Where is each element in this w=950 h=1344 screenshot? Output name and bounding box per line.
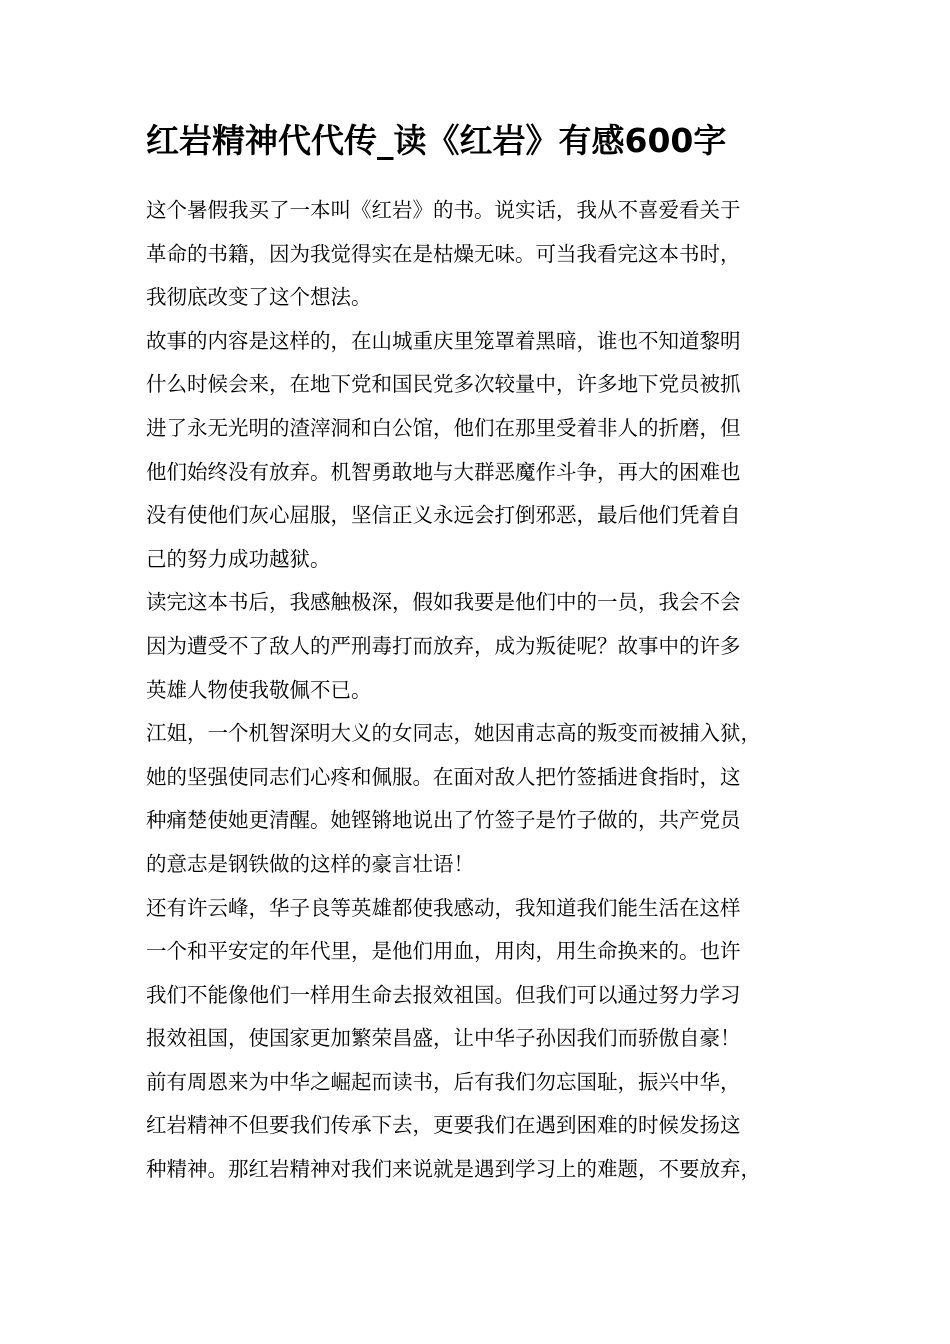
document-title: 红岩精神代代传_读《红岩》有感600字 [146,121,727,160]
text-line: 报效祖国，使国家更加繁荣昌盛，让中华子孙因我们而骄傲自豪！ [146,1026,741,1051]
text-line: 进了永无光明的渣滓洞和白公馆，他们在那里受着非人的折磨，但 [146,415,741,440]
text-line: 读完这本书后，我感触极深，假如我要是他们中的一员，我会不会 [146,590,741,615]
text-line: 我们不能像他们一样用生命去报效祖国。但我们可以通过努力学习 [146,982,741,1007]
text-line: 一个和平安定的年代里，是他们用血，用肉，用生命换来的。也许 [146,939,741,964]
document-body [146,189,836,1192]
text-line: 因为遭受不了敌人的严刑毒打而放弃，成为叛徒呢？故事中的许多 [146,633,741,658]
text-line: 没有使他们灰心屈服，坚信正义永远会打倒邪恶，最后他们凭着自 [146,503,741,528]
text-line: 我彻底改变了这个想法。 [146,285,372,310]
text-line: 前有周恩来为中华之崛起而读书，后有我们勿忘国耻，振兴中华， [146,1069,741,1094]
text-line: 这个暑假我买了一本叫《红岩》的书。说实话，我从不喜爱看关于 [146,198,741,222]
text-line: 己的努力成功越狱。 [146,546,331,571]
text-line: 革命的书籍，因为我觉得实在是枯燥无味。可当我看完这本书时， [146,241,741,266]
text-line: 红岩精神不但要我们传承下去，更要我们在遇到困难的时候发扬这 [146,1113,741,1138]
text-line: 江姐，一个机智深明大义的女同志，她因甫志高的叛变而被捕入狱， [146,721,761,746]
text-line: 故事的内容是这样的，在山城重庆里笼罩着黑暗，谁也不知道黎明 [146,328,741,353]
text-line: 种精神。那红岩精神对我们来说就是遇到学习上的难题，不要放弃， [146,1157,761,1182]
text-line: 什么时候会来，在地下党和国民党多次较量中，许多地下党员被抓 [146,372,741,397]
text-line: 她的坚强使同志们心疼和佩服。在面对敌人把竹签插进食指时，这 [146,764,741,789]
text-line: 的意志是钢铁做的这样的豪言壮语！ [146,851,474,876]
text-line: 还有许云峰，华子良等英雄都使我感动，我知道我们能生活在这样 [146,895,741,920]
text-line: 他们始终没有放弃。机智勇敢地与大群恶魔作斗争，再大的困难也 [146,459,741,484]
text-line: 种痛楚使她更清醒。她铿锵地说出了竹签子是竹子做的，共产党员 [146,808,741,833]
text-line: 英雄人物使我敬佩不已。 [146,677,372,702]
